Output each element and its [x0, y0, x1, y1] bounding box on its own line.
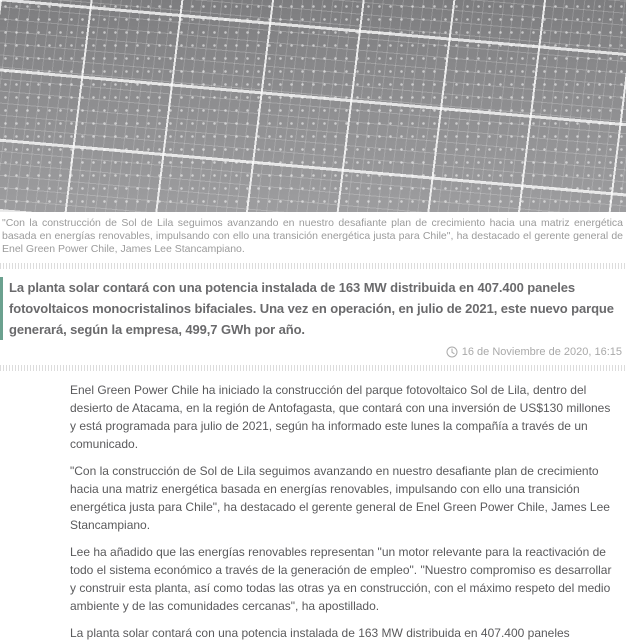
article-summary: La planta solar contará con una potencia instalada de 163 MW distribuida en 407.400 paneles fotovoltaicos monocristalinos bifaciales. Una vez en operación, en julio de 2021, este nuevo parque generará, según la empresa, 499,7 GWh por año. [0, 277, 622, 340]
article-meta [0, 345, 622, 359]
photo-caption: "Con la construcción de Sol de Lila seguimos avanzando en nuestro desafiante plan de crecimiento hacia una matriz energética basada en energías renovables, impulsando con ello una transición energética justa para Chile", ha destacado el gerente general de Enel Green Power Chile, James Lee Stancampiano. [2, 217, 623, 255]
article-paragraph-2: "Con la construcción de Sol de Lila seguimos avanzando en nuestro desafiante plan de crecimiento hacia una matriz energética basada en energías renovables, impulsando con ello una transición energética justa para Chile", ha destacado el gerente general de Enel Green Power Chile, James Lee Stancampiano. [70, 464, 610, 532]
article-paragraph-1: Enel Green Power Chile ha iniciado la construcción del parque fotovoltaico Sol de Lila, dentro del desierto de Atacama, en la región de Antofagasta, que contará con una inversión de US$130 millones y está programada para julio de 2021, según ha informado este lunes la compañía a través de un comunicado. [70, 383, 611, 451]
clock-icon [446, 346, 458, 358]
hero-solar-panels-photo [0, 0, 626, 212]
article-body [0, 371, 626, 642]
article-timestamp: 16 de Noviembre de 2020, 16:15 [461, 346, 622, 358]
hatched-divider-top [0, 263, 626, 269]
article-paragraph-4: La planta solar contará con una potencia instalada de 163 MW distribuida en 407.400 paneles [70, 626, 570, 640]
article-paragraph-3: Lee ha añadido que las energías renovables representan "un motor relevante para la reactivación de todo el sistema económico a través de la generación de empleo". "Nuestro compromiso es desarrollar y construir esta planta, así como todas las otras ya en construcción, con el máximo respeto del medio ambiente y de las comunidades cercanas", ha apostillado. [70, 545, 612, 613]
